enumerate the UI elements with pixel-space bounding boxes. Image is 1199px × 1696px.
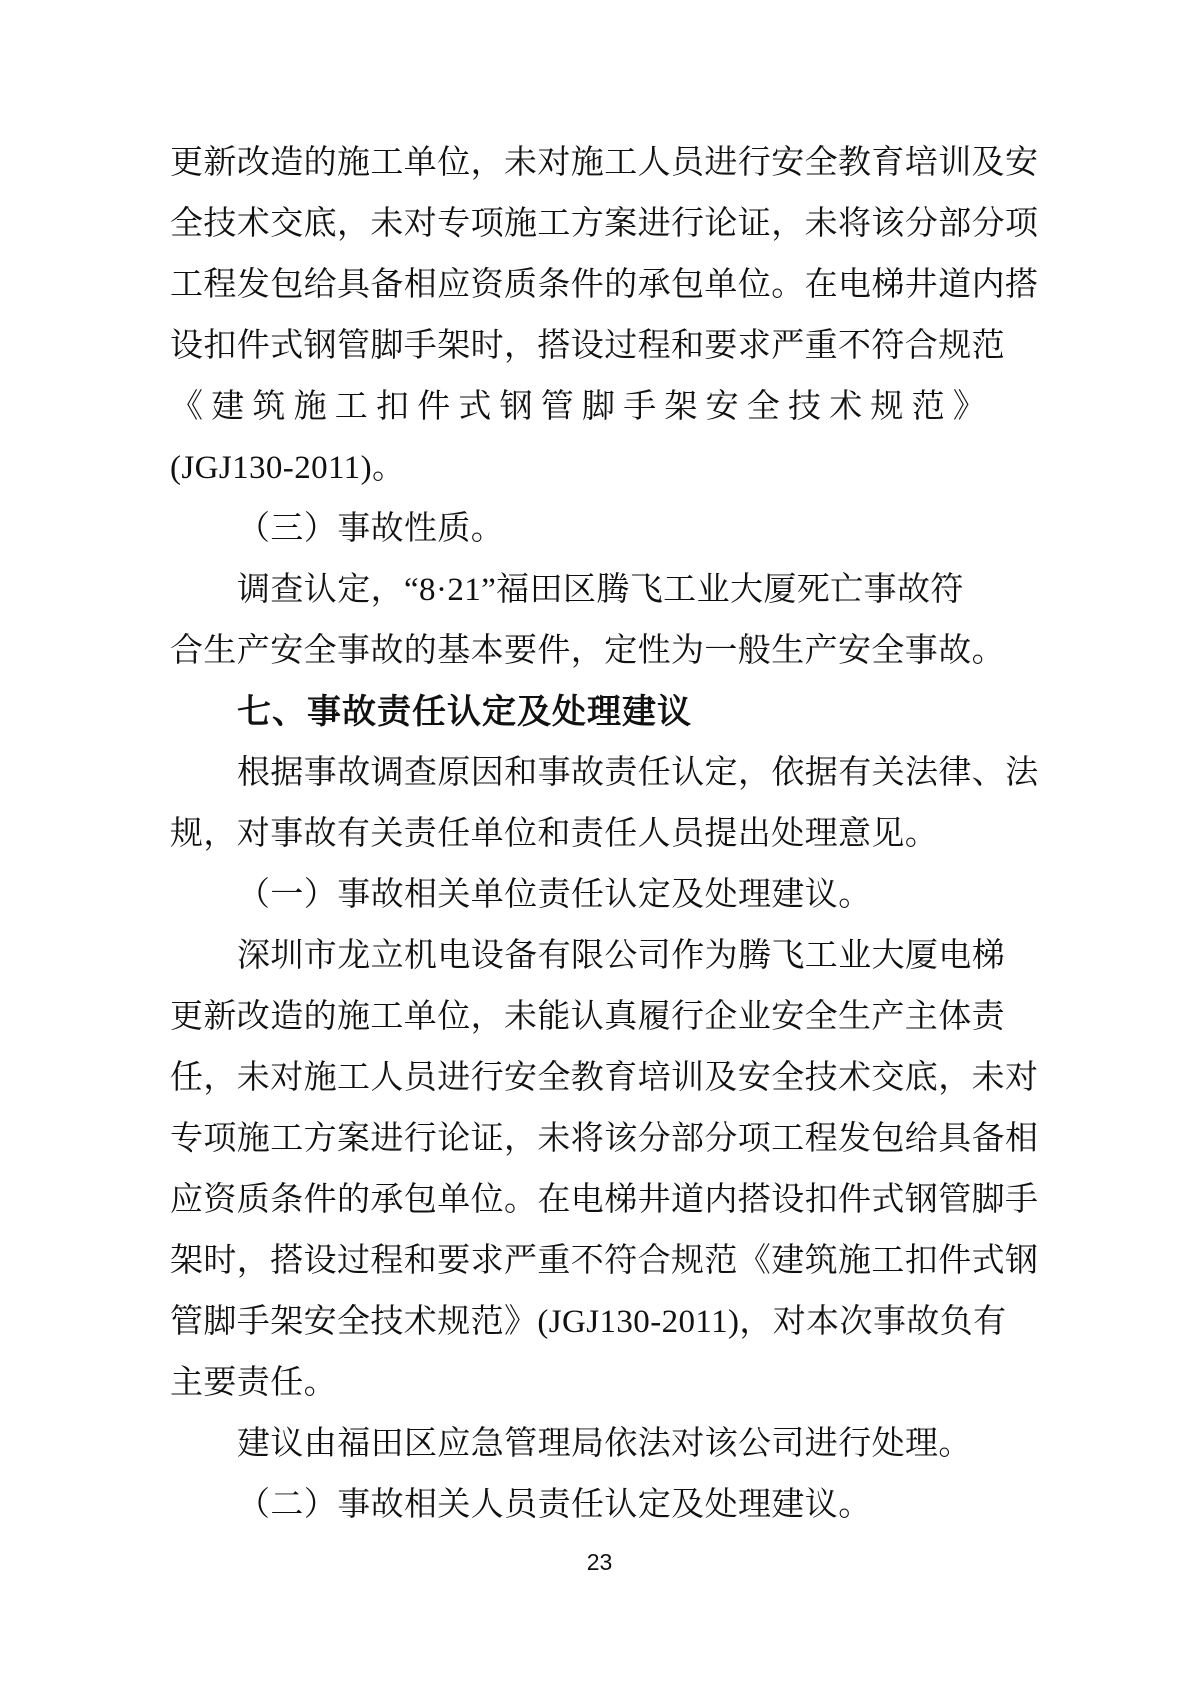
text-line: 深圳市龙立机电设备有限公司作为腾飞工业大厦电梯 xyxy=(237,938,1006,974)
text-line: 管脚手架安全技术规范》(JGJ130-2011)，对本次事故负有 xyxy=(170,1304,1007,1340)
text-line: 架时，搭设过程和要求严重不符合规范《建筑施工扣件式钢 xyxy=(170,1243,1039,1279)
text-line: 调查认定，“8·21”福田区腾飞工业大厦死亡事故符 xyxy=(237,572,964,608)
text-line: 建议由福田区应急管理局依法对该公司进行处理。 xyxy=(237,1426,972,1462)
text-line: 工程发包给具备相应资质条件的承包单位。在电梯井道内搭 xyxy=(170,267,1039,303)
text-line: 应资质条件的承包单位。在电梯井道内搭设扣件式钢管脚手 xyxy=(170,1182,1039,1218)
section-heading-responsibility: 七、事故责任认定及处理建议 xyxy=(237,693,692,731)
text-line: 全技术交底，未对专项施工方案进行论证，未将该分部分项 xyxy=(170,206,1039,242)
text-line-justified-standard-title: 《建筑施工扣件式钢管脚手架安全技术规范》 xyxy=(170,389,994,425)
text-line: 设扣件式钢管脚手架时，搭设过程和要求严重不符合规范 xyxy=(170,328,1005,364)
subsection-heading-unit-responsibility: （一）事故相关单位责任认定及处理建议。 xyxy=(237,877,872,913)
text-line: 根据事故调查原因和事故责任认定，依据有关法律、法 xyxy=(237,755,1039,791)
text-line: 任，未对施工人员进行安全教育培训及安全技术交底，未对 xyxy=(170,1060,1039,1096)
text-line: 合生产安全事故的基本要件，定性为一般生产安全事故。 xyxy=(170,633,1005,669)
text-line: 更新改造的施工单位，未对施工人员进行安全教育培训及安 xyxy=(170,145,1039,181)
subsection-heading-personnel-responsibility: （二）事故相关人员责任认定及处理建议。 xyxy=(237,1487,872,1523)
text-line-standard-code: (JGJ130-2011)。 xyxy=(170,450,406,486)
page-number: 23 xyxy=(586,1549,613,1575)
text-line: 更新改造的施工单位，未能认真履行企业安全生产主体责 xyxy=(170,999,1005,1035)
text-line: 主要责任。 xyxy=(170,1365,337,1401)
text-line: 专项施工方案进行论证，未将该分部分项工程发包给具备相 xyxy=(170,1121,1039,1157)
document-text-block xyxy=(170,133,1039,1536)
text-line: 规，对事故有关责任单位和责任人员提出处理意见。 xyxy=(170,816,939,852)
subsection-heading-accident-nature: （三）事故性质。 xyxy=(237,511,505,547)
